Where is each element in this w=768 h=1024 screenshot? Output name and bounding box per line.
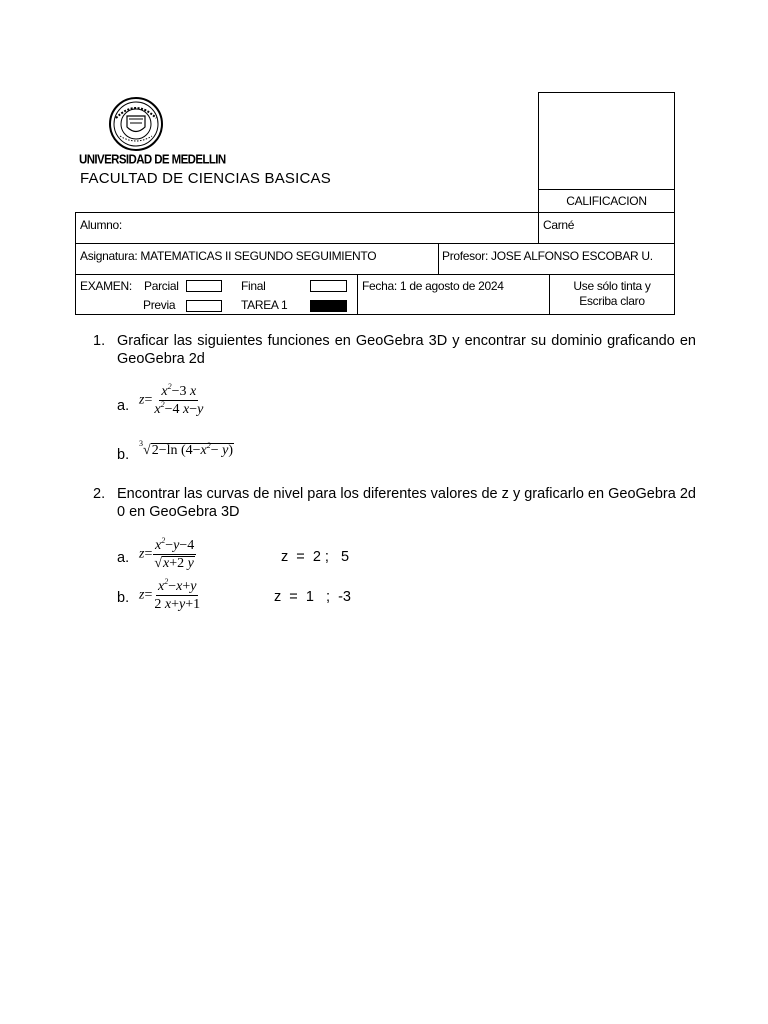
item-letter: b. <box>117 590 130 606</box>
exam-date: Fecha: 1 de agosto de 2024 <box>362 279 504 293</box>
grade-label: CALIFICACION <box>566 194 647 208</box>
instructions-text: Use sólo tinta y Escriba claro <box>573 279 651 308</box>
question-number: 2. <box>93 486 106 502</box>
formula-2b: z= $\frac{x^2-x+y}{2 x+y+1}$ <box>139 577 201 612</box>
student-field[interactable] <box>75 212 539 244</box>
exam-type-label-tarea: TAREA 1 <box>241 298 288 312</box>
formula-1a: z= $\frac{x^2-3 x}{x^2-4 x-y}$ <box>139 382 204 417</box>
exam-type-checkbox-parcial[interactable] <box>186 280 222 292</box>
subject-text: Asignatura: MATEMATICAS II SEGUNDO SEGUIMIENTO <box>80 249 377 263</box>
item-letter: b. <box>117 447 130 463</box>
university-logo <box>108 96 164 152</box>
item-letter: a. <box>117 398 130 414</box>
formula-1b: $^3$√2−ln $(4-x^2- y)$ <box>139 439 234 458</box>
formula-2a: z= $\frac{x^2-y-4}{√x+2 y}$ <box>139 536 195 571</box>
student-label: Alumno: <box>80 218 122 232</box>
level-values: z = 2 ; 5 <box>281 549 350 565</box>
exam-type-label-parcial: Parcial <box>144 279 179 293</box>
level-values: z = 1 ; -3 <box>274 589 351 605</box>
question-number: 1. <box>93 333 106 349</box>
university-name: UNIVERSIDAD DE MEDELLIN <box>79 153 226 167</box>
exam-type-checkbox-final[interactable] <box>310 280 347 292</box>
exam-label: EXAMEN: <box>80 279 132 293</box>
exam-type-label-final: Final <box>241 279 266 293</box>
exam-type-checkbox-tarea[interactable] <box>310 300 347 312</box>
question-text: Graficar las siguientes funciones en GeoGebra 3D y encontrar su dominio graficando en GeoGebra 2d <box>117 333 696 367</box>
exam-type-label-previa: Previa <box>143 298 176 312</box>
item-letter: a. <box>117 550 130 566</box>
grade-box[interactable] <box>538 92 675 190</box>
faculty-name: FACULTAD DE CIENCIAS BASICAS <box>80 170 331 187</box>
teacher-text: Profesor: JOSE ALFONSO ESCOBAR U. <box>442 249 653 263</box>
exam-type-checkbox-previa[interactable] <box>186 300 222 312</box>
question-text: Encontrar las curvas de nivel para los diferentes valores de z y graficarlo en GeoGebra 2d 0 en GeoGebra 3D <box>117 486 696 520</box>
university-seal-icon <box>108 96 164 152</box>
id-label: Carné <box>543 218 575 232</box>
